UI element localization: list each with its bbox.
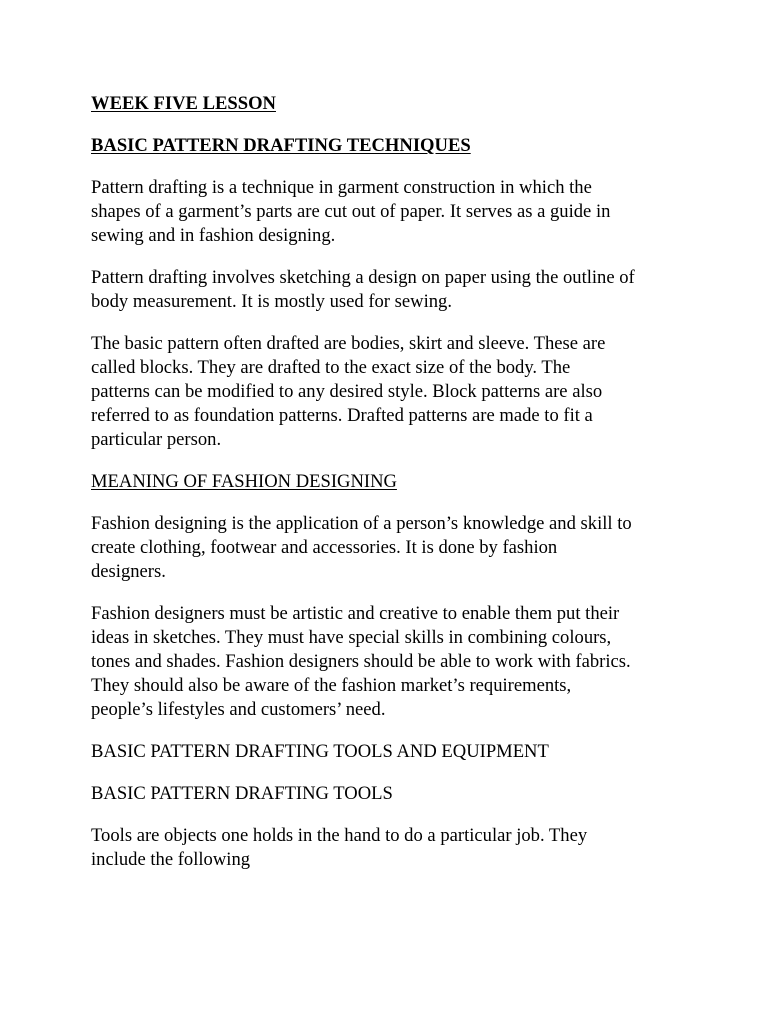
paragraph-pattern-drafting-definition (91, 176, 691, 248)
text-line: Fashion designing is the application of a person’s knowledge and skill to (91, 513, 632, 534)
paragraph-fashion-designers-skills (91, 602, 691, 722)
document-page (91, 92, 691, 890)
text-line: The basic pattern often drafted are bodies, skirt and sleeve. These are (91, 333, 606, 354)
text-line: people’s lifestyles and customers’ need. (91, 699, 386, 720)
text-line: Pattern drafting involves sketching a design on paper using the outline of (91, 267, 635, 288)
text-line: referred to as foundation patterns. Drafted patterns are made to fit a (91, 405, 593, 426)
text-line: patterns can be modified to any desired style. Block patterns are also (91, 381, 603, 402)
text-line: Fashion designers must be artistic and creative to enable them put their (91, 603, 620, 624)
text-line: Pattern drafting is a technique in garment construction in which the (91, 177, 592, 198)
text-line: tones and shades. Fashion designers should be able to work with fabrics. (91, 651, 631, 672)
text-line: sewing and in fashion designing. (91, 225, 336, 246)
text-line: designers. (91, 561, 166, 582)
lesson-subtitle: BASIC PATTERN DRAFTING TECHNIQUES (91, 135, 471, 156)
paragraph-basic-patterns (91, 332, 691, 452)
text-line: They should also be aware of the fashion market’s requirements, (91, 675, 572, 696)
paragraph-fashion-designing-definition (91, 512, 691, 584)
text-line: shapes of a garment’s parts are cut out of paper. It serves as a guide in (91, 201, 611, 222)
text-line: called blocks. They are drafted to the exact size of the body. The (91, 357, 571, 378)
text-line: particular person. (91, 429, 222, 450)
paragraph-tools-definition (91, 824, 691, 872)
text-line: create clothing, footwear and accessories. It is done by fashion (91, 537, 558, 558)
text-line: ideas in sketches. They must have special skills in combining colours, (91, 627, 612, 648)
heading-drafting-tools: BASIC PATTERN DRAFTING TOOLS (91, 783, 393, 804)
text-line: Tools are objects one holds in the hand to do a particular job. They (91, 825, 588, 846)
text-line: include the following (91, 849, 251, 870)
paragraph-pattern-drafting-sketching (91, 266, 691, 314)
heading-meaning-of-fashion-designing: MEANING OF FASHION DESIGNING (91, 471, 397, 492)
lesson-title: WEEK FIVE LESSON (91, 93, 276, 114)
text-line: body measurement. It is mostly used for sewing. (91, 291, 452, 312)
heading-tools-and-equipment: BASIC PATTERN DRAFTING TOOLS AND EQUIPMENT (91, 741, 549, 762)
